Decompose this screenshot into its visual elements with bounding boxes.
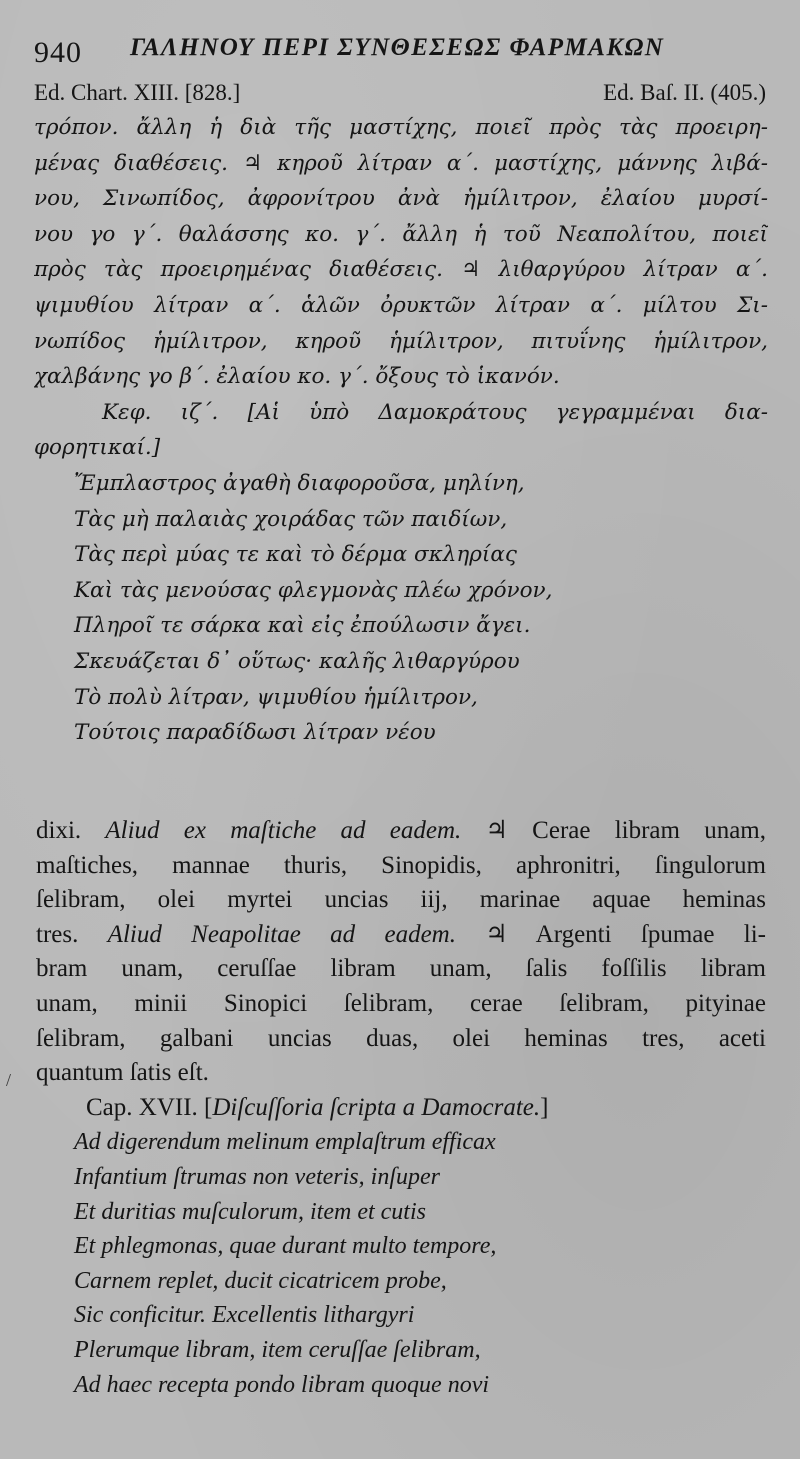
greek-chapter-heading-continued: φορητικαί.] xyxy=(34,435,161,461)
greek-verse-line: Καὶ τὰς μενούσας φλεγμονὰς πλέω χρόνον, xyxy=(74,577,553,603)
latin-chapter-number: Cap. XVII. [ xyxy=(86,1093,213,1121)
latin-prose-line xyxy=(36,814,766,849)
greek-verse-line: Πληροῖ τε σάρκα καὶ εἰς ἐπούλωσιν ἄγει. xyxy=(74,613,531,639)
latin-prose-line: ſelibram, galbani uncias duas, olei heminas tres, aceti xyxy=(36,1024,766,1052)
latin-verse-line: Et phlegmonas, quae durant multo tempore, xyxy=(74,1233,497,1260)
greek-prose-line: νωπίδος ἡμίλιτρον, κηροῦ ἡμίλιτρον, πιτυΐνης ἡμίλιτρον, xyxy=(34,328,768,354)
latin-prose-line: maſtiches, mannae thuris, Sinopidis, aphronitri, ſingulorum xyxy=(36,851,766,879)
page-number: 940 xyxy=(34,36,82,69)
greek-prose-line: πρὸς τὰς προειρημένας διαθέσεις. ♃ λιθαργύρου λίτραν α΄. xyxy=(34,257,768,283)
latin-chapter-heading xyxy=(36,1091,766,1126)
greek-verse-line: Τὸ πολὺ λίτραν, ψιμυθίου ἡμίλιτρον, xyxy=(74,684,478,710)
greek-prose-line: ψιμυθίου λίτραν α΄. ἁλῶν ὀρυκτῶν λίτραν α΄. μίλτου Σι- xyxy=(34,292,768,318)
greek-verse-line: Τὰς μὴ παλαιὰς χοιράδας τῶν παιδίων, xyxy=(74,506,508,532)
latin-verse-line: Et duritias muſculorum, item et cutis xyxy=(74,1198,426,1225)
greek-prose-line: μένας διαθέσεις. ♃ κηροῦ λίτραν α΄. μαστίχης, μάννης λιβά- xyxy=(34,150,768,176)
latin-prose-line: unam, minii Sinopici ſelibram, cerae ſelibram, pityinae xyxy=(36,989,766,1017)
greek-verse-line: Τούτοις παραδίδωσι λίτραν νέου xyxy=(74,720,436,746)
latin-text-block xyxy=(36,814,766,1402)
edition-chartier-reference: Ed. Chart. XIII. [828.] xyxy=(34,80,241,105)
latin-text-span: ♃ Argenti ſpumae li- xyxy=(455,920,766,948)
latin-verse-line: Infantium ſtrumas non veteris, inſuper xyxy=(74,1163,440,1190)
latin-recipe-title: Aliud ex maſtiche ad eadem. xyxy=(105,817,462,844)
margin-mark: / xyxy=(6,1070,12,1090)
latin-prose-line: quantum ſatis eſt. xyxy=(36,1059,209,1087)
greek-prose-line: τρόπον. ἄλλη ἡ διὰ τῆς μαστίχης, ποιεῖ πρὸς τὰς προειρη- xyxy=(34,115,768,140)
latin-text-span: ♃ Cerae libram unam, xyxy=(461,817,766,844)
greek-prose-line: νου, Σινωπίδος, ἀφρονίτρου ἀνὰ ἡμίλιτρον, ἐλαίου μυρσί- xyxy=(34,186,768,212)
greek-text-block xyxy=(34,110,768,751)
greek-verse-line: Ἔμπλαστρος ἀγαθὴ διαφοροῦσα, μηλίνη, xyxy=(74,470,525,496)
latin-text-span: dixi. xyxy=(36,817,106,844)
greek-chapter-heading: Κεφ. ιζ΄. [Αἱ ὑπὸ Δαμοκράτους γεγραμμέναι δια- xyxy=(102,399,768,425)
edition-basel-reference: Ed. Baſ. II. (405.) xyxy=(603,80,766,105)
page-header xyxy=(34,30,774,70)
latin-text-span: tres. xyxy=(36,920,108,948)
greek-prose-line: νου γο γ΄. θαλάσσης κο. γ΄. ἄλλη ἡ τοῦ Νεαπολίτου, ποιεῖ xyxy=(34,221,768,247)
latin-chapter-bracket: ] xyxy=(540,1093,549,1121)
greek-verse-line: Σκευάζεται δ᾽ οὕτως· καλῆς λιθαργύρου xyxy=(74,648,520,674)
edition-reference-line xyxy=(34,80,766,110)
latin-prose-line xyxy=(36,918,766,953)
latin-verse-line: Carnem replet, ducit cicatricem probe, xyxy=(74,1267,447,1294)
latin-verse-line: Ad digerendum melinum emplaſtrum efficax xyxy=(74,1129,496,1156)
latin-prose-line: ſelibram, olei myrtei uncias iij, marinae aquae heminas xyxy=(36,886,766,914)
greek-verse-line: Τὰς περὶ μύας τε καὶ τὸ δέρμα σκληρίας xyxy=(74,542,517,568)
latin-chapter-title: Diſcuſſoria ſcripta a Damocrate. xyxy=(212,1093,541,1121)
latin-verse-line: Sic conficitur. Excellentis lithargyri xyxy=(74,1302,415,1329)
greek-prose-line: χαλβάνης γο β΄. ἐλαίου κο. γ΄. ὄξους τὸ ἱκανόν. xyxy=(34,364,560,390)
latin-recipe-title: Aliud Neapolitae ad eadem. xyxy=(107,920,456,948)
running-title: ΓΑΛΗΝΟΥ ΠΕΡΙ ΣΥΝΘΕΣΕΩΣ ΦΑΡΜΑΚΩΝ xyxy=(130,34,665,61)
latin-verse-line: Plerumque libram, item ceruſſae ſelibram, xyxy=(74,1336,481,1363)
latin-prose-line: bram unam, ceruſſae libram unam, ſalis foſſilis libram xyxy=(36,955,766,983)
latin-verse-line: Ad haec recepta pondo libram quoque novi xyxy=(74,1371,490,1398)
